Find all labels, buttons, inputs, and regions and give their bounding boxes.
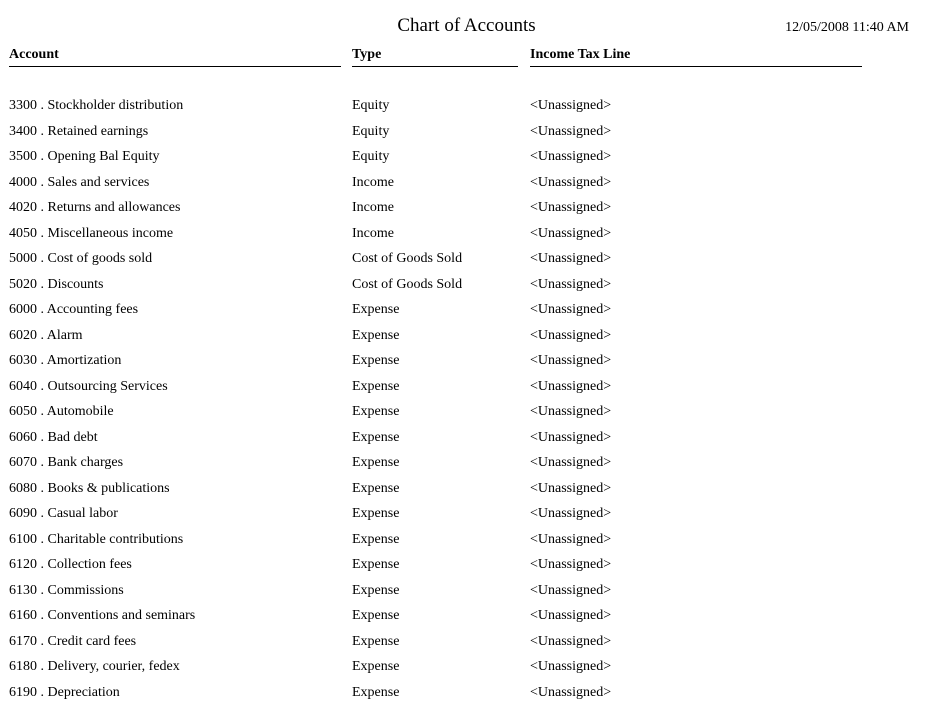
type-cell: Expense	[352, 297, 399, 323]
income-tax-line-cell: <Unassigned>	[530, 374, 611, 400]
account-cell: 6020 . Alarm	[9, 323, 83, 349]
type-cell: Expense	[352, 603, 399, 629]
type-cell: Expense	[352, 578, 399, 604]
table-row	[0, 578, 933, 604]
account-cell: 6030 . Amortization	[9, 348, 121, 374]
type-cell: Expense	[352, 399, 399, 425]
account-cell: 4000 . Sales and services	[9, 170, 149, 196]
table-row	[0, 348, 933, 374]
income-tax-line-cell: <Unassigned>	[530, 144, 611, 170]
type-cell: Equity	[352, 144, 389, 170]
table-row	[0, 603, 933, 629]
type-cell: Expense	[352, 654, 399, 680]
type-cell: Income	[352, 170, 394, 196]
report-timestamp: 12/05/2008 11:40 AM	[785, 18, 909, 38]
type-cell: Equity	[352, 93, 389, 119]
accounts-table-body	[0, 93, 933, 705]
table-row	[0, 476, 933, 502]
account-cell: 3300 . Stockholder distribution	[9, 93, 183, 119]
table-row	[0, 501, 933, 527]
column-header-type: Type	[352, 46, 518, 67]
account-cell: 6190 . Depreciation	[9, 680, 120, 705]
type-cell: Expense	[352, 425, 399, 451]
account-cell: 6160 . Conventions and seminars	[9, 603, 195, 629]
table-row	[0, 297, 933, 323]
type-cell: Expense	[352, 552, 399, 578]
type-cell: Expense	[352, 374, 399, 400]
income-tax-line-cell: <Unassigned>	[530, 527, 611, 553]
table-row	[0, 272, 933, 298]
table-row	[0, 221, 933, 247]
type-cell: Equity	[352, 119, 389, 145]
income-tax-line-cell: <Unassigned>	[530, 501, 611, 527]
account-cell: 6180 . Delivery, courier, fedex	[9, 654, 180, 680]
type-cell: Expense	[352, 527, 399, 553]
report-title: Chart of Accounts	[0, 14, 933, 38]
account-cell: 6130 . Commissions	[9, 578, 124, 604]
table-row	[0, 450, 933, 476]
table-row	[0, 170, 933, 196]
type-cell: Cost of Goods Sold	[352, 272, 462, 298]
account-cell: 6050 . Automobile	[9, 399, 114, 425]
type-cell: Expense	[352, 680, 399, 705]
income-tax-line-cell: <Unassigned>	[530, 680, 611, 705]
account-cell: 6060 . Bad debt	[9, 425, 98, 451]
account-cell: 3500 . Opening Bal Equity	[9, 144, 160, 170]
table-row	[0, 144, 933, 170]
account-cell: 6000 . Accounting fees	[9, 297, 138, 323]
income-tax-line-cell: <Unassigned>	[530, 221, 611, 247]
type-cell: Expense	[352, 348, 399, 374]
account-cell: 4020 . Returns and allowances	[9, 195, 180, 221]
table-row	[0, 195, 933, 221]
account-cell: 6080 . Books & publications	[9, 476, 170, 502]
income-tax-line-cell: <Unassigned>	[530, 399, 611, 425]
income-tax-line-cell: <Unassigned>	[530, 119, 611, 145]
table-row	[0, 629, 933, 655]
type-cell: Income	[352, 221, 394, 247]
income-tax-line-cell: <Unassigned>	[530, 654, 611, 680]
income-tax-line-cell: <Unassigned>	[530, 323, 611, 349]
income-tax-line-cell: <Unassigned>	[530, 297, 611, 323]
type-cell: Expense	[352, 323, 399, 349]
income-tax-line-cell: <Unassigned>	[530, 552, 611, 578]
income-tax-line-cell: <Unassigned>	[530, 476, 611, 502]
table-row	[0, 527, 933, 553]
income-tax-line-cell: <Unassigned>	[530, 93, 611, 119]
type-cell: Expense	[352, 501, 399, 527]
income-tax-line-cell: <Unassigned>	[530, 450, 611, 476]
column-header-account: Account	[9, 46, 341, 67]
table-row	[0, 425, 933, 451]
income-tax-line-cell: <Unassigned>	[530, 272, 611, 298]
table-row	[0, 399, 933, 425]
table-row	[0, 323, 933, 349]
income-tax-line-cell: <Unassigned>	[530, 246, 611, 272]
type-cell: Expense	[352, 629, 399, 655]
income-tax-line-cell: <Unassigned>	[530, 578, 611, 604]
table-row	[0, 654, 933, 680]
account-cell: 6070 . Bank charges	[9, 450, 123, 476]
account-cell: 6090 . Casual labor	[9, 501, 118, 527]
table-row	[0, 680, 933, 705]
income-tax-line-cell: <Unassigned>	[530, 170, 611, 196]
income-tax-line-cell: <Unassigned>	[530, 348, 611, 374]
type-cell: Income	[352, 195, 394, 221]
table-row	[0, 246, 933, 272]
account-cell: 6100 . Charitable contributions	[9, 527, 183, 553]
table-row	[0, 119, 933, 145]
account-cell: 6170 . Credit card fees	[9, 629, 136, 655]
account-cell: 5000 . Cost of goods sold	[9, 246, 152, 272]
type-cell: Expense	[352, 476, 399, 502]
table-row	[0, 93, 933, 119]
type-cell: Cost of Goods Sold	[352, 246, 462, 272]
account-cell: 6120 . Collection fees	[9, 552, 132, 578]
income-tax-line-cell: <Unassigned>	[530, 629, 611, 655]
account-cell: 3400 . Retained earnings	[9, 119, 148, 145]
type-cell: Expense	[352, 450, 399, 476]
account-cell: 5020 . Discounts	[9, 272, 104, 298]
table-row	[0, 374, 933, 400]
account-cell: 6040 . Outsourcing Services	[9, 374, 168, 400]
account-cell: 4050 . Miscellaneous income	[9, 221, 173, 247]
income-tax-line-cell: <Unassigned>	[530, 425, 611, 451]
income-tax-line-cell: <Unassigned>	[530, 603, 611, 629]
income-tax-line-cell: <Unassigned>	[530, 195, 611, 221]
table-row	[0, 552, 933, 578]
column-header-income-tax-line: Income Tax Line	[530, 46, 862, 67]
